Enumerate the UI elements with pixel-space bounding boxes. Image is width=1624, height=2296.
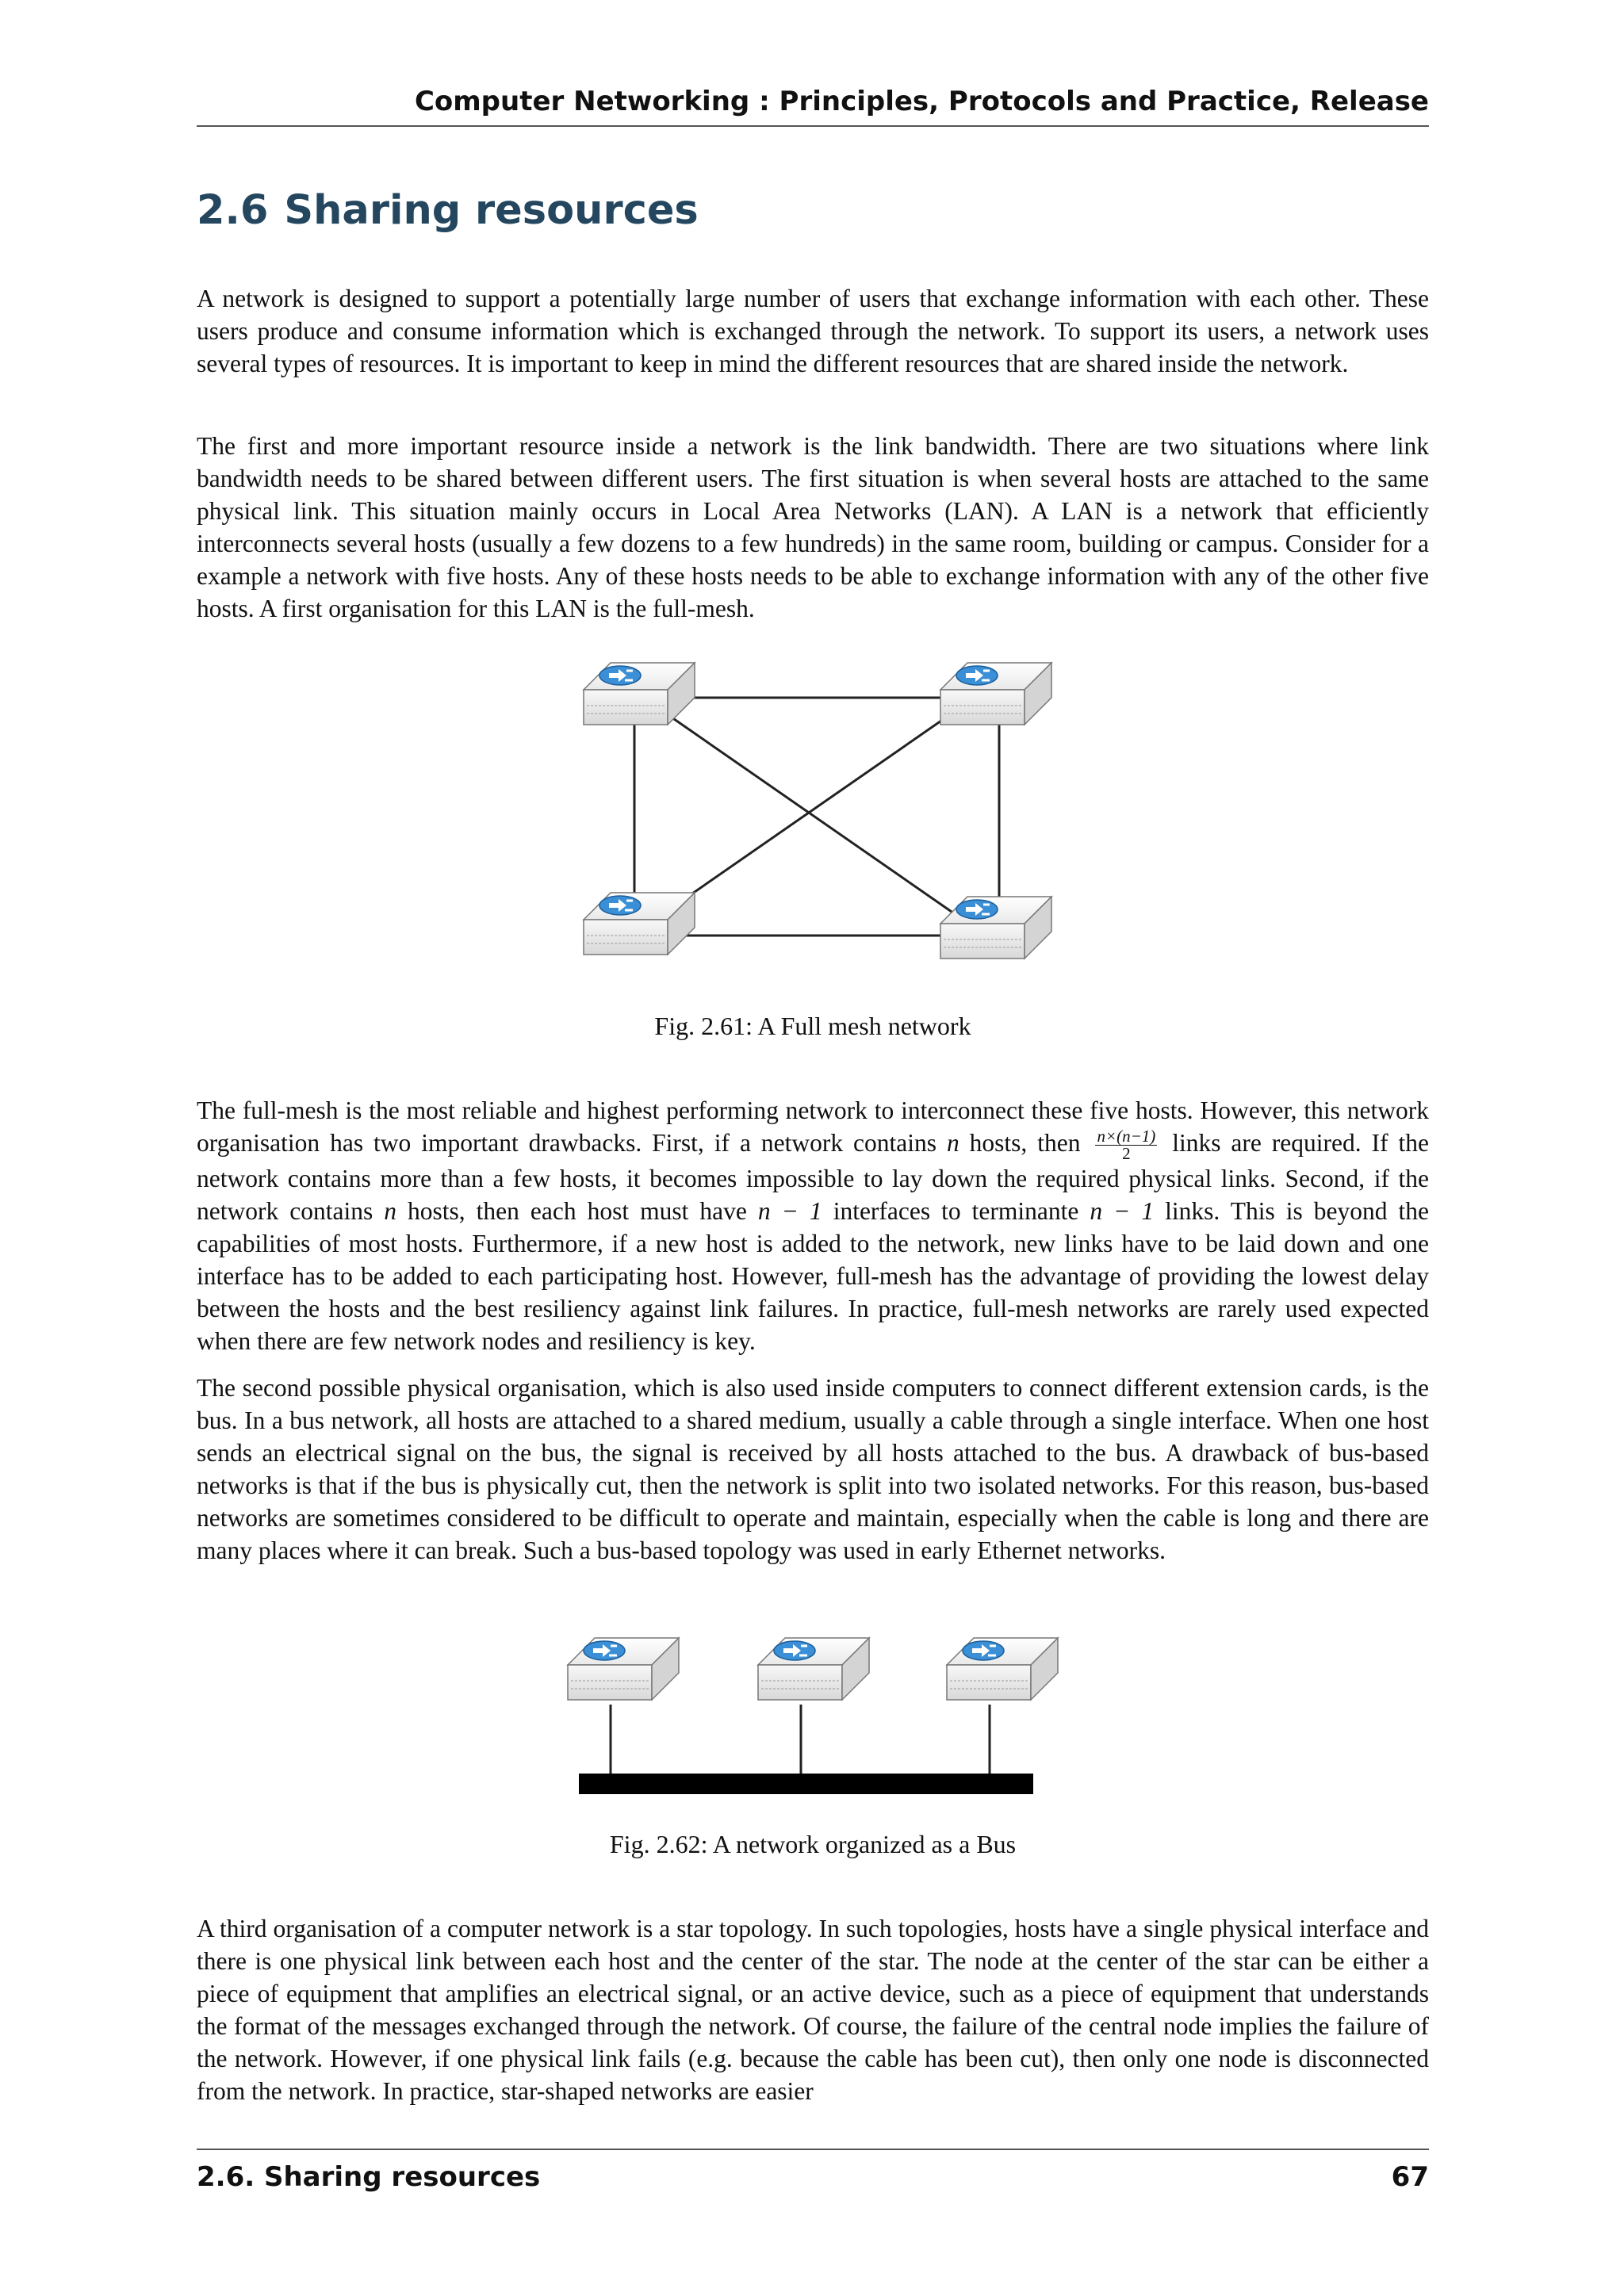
paragraph-5: A third organisation of a computer network is a star topology. In such topologies, hosts have a single physical interface and there is one physical link between each host and the center of the star. The node at the center of the star can be either a piece of equipment that amplifies an electrical signal, or an active device, such as a piece of equipment that understands the format of the messages exchanged through the network. Of course, the failure of the central node implies the failure of the network. However, if one physical link fails (e.g. because the cable has been cut), then only one node is disconnected from the network. In practice, star-shaped networks are easier — [197, 1915, 1429, 2105]
section-number: 2.6 — [197, 187, 269, 234]
router-icon — [584, 663, 695, 725]
section-title-text: Sharing resources — [284, 187, 699, 234]
bus-cable — [579, 1774, 1033, 1794]
fraction-formula: $\frac{n\times(n-1)}{2}$ — [1097, 1127, 1156, 1164]
running-footer — [197, 2149, 1429, 2193]
paragraph-2: The first and more important resource inside a network is the link bandwidth. There are two situations where link bandwidth needs to be shared between different users. The first situation is when several hosts are attached to the same physical link. This situation mainly occurs in Local Area Networks (LAN). A LAN is a network that efficiently interconnects several hosts (usually a few dozens to a few hundreds) in the same room, building or campus. Consider for a example a network with five hosts. Any of these hosts needs to be able to exchange information with any of the other five hosts. A first organisation for this LAN is the full-mesh. — [197, 432, 1429, 622]
router-icon — [940, 663, 1051, 725]
page-number: 67 — [1391, 2161, 1429, 2193]
full-mesh-figure — [571, 650, 1063, 983]
section-title — [197, 187, 699, 234]
paragraph-1: A network is designed to support a potentially large number of users that exchange information with each other. These users produce and consume information which is exchanged through the network. To support its users, a network uses several types of resources. It is important to keep in mind the different resources that are shared inside the network. — [197, 285, 1429, 377]
figure-caption-bus: Fig. 2.62: A network organized as a Bus — [609, 1830, 1017, 1858]
figure-caption-full-mesh: Fig. 2.61: A Full mesh network — [654, 1012, 971, 1040]
router-icon — [584, 893, 695, 955]
router-icon — [947, 1638, 1058, 1700]
router-icon — [568, 1638, 679, 1700]
router-icon — [758, 1638, 869, 1700]
router-icon — [940, 897, 1051, 959]
footer-section-label: 2.6. Sharing resources — [197, 2161, 541, 2193]
running-header: Computer Networking : Principles, Protocols and Practice, Release — [197, 86, 1429, 127]
bus-figure — [555, 1625, 1063, 1800]
paragraph-3: The full-mesh is the most reliable and highest performing network to interconnect these five hosts. However, this network organisation has two important drawbacks. First, if a network contains n hosts, then $\frac{n\times(n-1)}{2}$ links are required. If the network contains more than a few hosts, it becomes impossible to lay down the required physical links. Second, if the network contains n hosts, then each host must have n − 1 interfaces to terminante n − 1 links. This is beyond the capabilities of most hosts. Furthermore, if a new host is added to the network, new links have to be laid down and one interface has to be added to each participating host. However, full-mesh has the advantage of providing the lowest delay between the hosts and the best resiliency against link failures. In practice, full-mesh networks are rarely used expected when there are few network nodes and resiliency is key. — [197, 1096, 1430, 1356]
paragraph-4: The second possible physical organisation, which is also used inside computers to connect different extension cards, is the bus. In a bus network, all hosts are attached to a shared medium, usually a cable through a single interface. When one host sends an electrical signal on the bus, the signal is received by all hosts attached to the bus. A drawback of bus-based networks is that if the bus is physically cut, then the network is split into two isolated networks. For this reason, bus-based networks are sometimes considered to be difficult to operate and maintain, especially when the cable is long and there are many places where it can break. Such a bus-based topology was used in early Ethernet networks. — [197, 1374, 1429, 1564]
